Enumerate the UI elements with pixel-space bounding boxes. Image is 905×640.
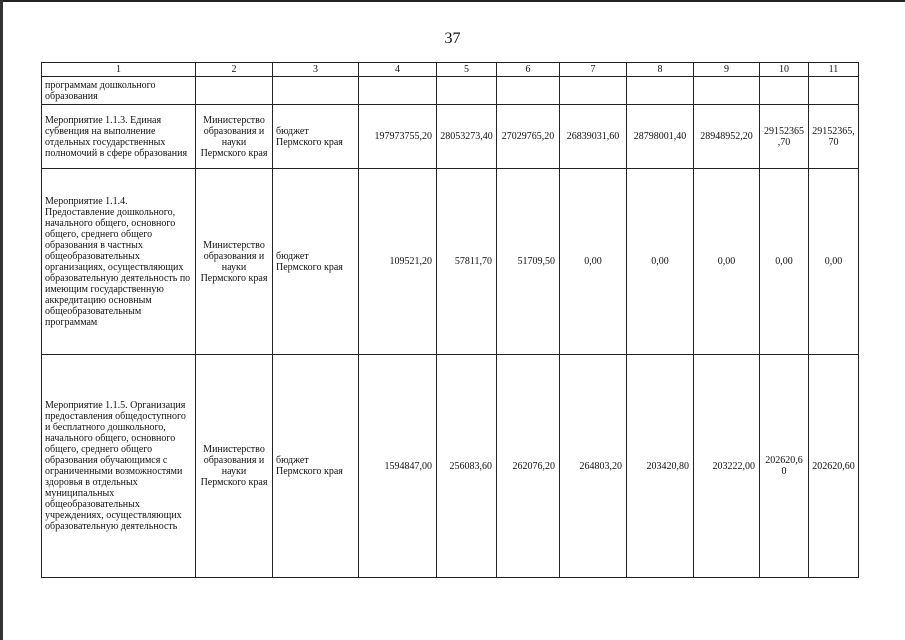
executor-cell: Министерство образования и науки Пермского края xyxy=(196,355,273,578)
funding-source-cell: бюджет Пермского края xyxy=(273,355,359,578)
program-table xyxy=(41,62,859,578)
value-cell: 57811,70 xyxy=(437,169,497,355)
column-header: 2 xyxy=(196,63,273,77)
activity-description: программам дошкольного образования xyxy=(42,77,196,105)
funding-source-cell xyxy=(273,77,359,105)
column-header: 5 xyxy=(437,63,497,77)
activity-description: Мероприятие 1.1.4. Предоставление дошкольного, начального общего, основного общего, среднего общего образования в частных общеобразовательных организациях, осуществляющих образовательную деятельность по имеющим государственную аккредитацию основным общеобразовательным программам xyxy=(42,169,196,355)
value-cell: 29152365,70 xyxy=(809,105,859,169)
value-cell xyxy=(497,77,560,105)
value-cell: 51709,50 xyxy=(497,169,560,355)
value-cell: 27029765,20 xyxy=(497,105,560,169)
column-header: 8 xyxy=(627,63,694,77)
table-row xyxy=(42,169,859,355)
value-cell: 1594847,00 xyxy=(359,355,437,578)
value-cell: 0,00 xyxy=(560,169,627,355)
value-cell: 0,00 xyxy=(627,169,694,355)
value-cell: 264803,20 xyxy=(560,355,627,578)
value-cell: 28798001,40 xyxy=(627,105,694,169)
value-cell xyxy=(627,77,694,105)
executor-cell: Министерство образования и науки Пермского края xyxy=(196,105,273,169)
value-cell: 262076,20 xyxy=(497,355,560,578)
column-header: 9 xyxy=(694,63,760,77)
funding-source-cell: бюджет Пермского края xyxy=(273,105,359,169)
value-cell: 202620,60 xyxy=(760,355,809,578)
table-row xyxy=(42,355,859,578)
table-header-row xyxy=(42,63,859,77)
value-cell: 256083,60 xyxy=(437,355,497,578)
column-header: 1 xyxy=(42,63,196,77)
activity-description: Мероприятие 1.1.3. Единая субвенция на выполнение отдельных государственных полномочий в сфере образования xyxy=(42,105,196,169)
value-cell: 203222,00 xyxy=(694,355,760,578)
value-cell: 109521,20 xyxy=(359,169,437,355)
page-number: 37 xyxy=(444,30,461,47)
column-header: 7 xyxy=(560,63,627,77)
value-cell: 0,00 xyxy=(760,169,809,355)
scan-edge-left xyxy=(0,0,3,640)
value-cell xyxy=(760,77,809,105)
value-cell: 26839031,60 xyxy=(560,105,627,169)
value-cell: 28053273,40 xyxy=(437,105,497,169)
scan-edge-top xyxy=(0,0,905,2)
table-row xyxy=(42,77,859,105)
value-cell xyxy=(694,77,760,105)
column-header: 4 xyxy=(359,63,437,77)
value-cell: 202620,60 xyxy=(809,355,859,578)
column-header: 11 xyxy=(809,63,859,77)
table-row xyxy=(42,105,859,169)
column-header: 6 xyxy=(497,63,560,77)
executor-cell xyxy=(196,77,273,105)
activity-description: Мероприятие 1.1.5. Организация предоставления общедоступного и бесплатного дошкольного, начального общего, основного общего, среднего общего образования обучающимся с ограниченными возможностями здоровья в отдельных муниципальных общеобразовательных учреждениях, осуществляющих образовательную деятельность xyxy=(42,355,196,578)
executor-cell: Министерство образования и науки Пермского края xyxy=(196,169,273,355)
value-cell xyxy=(437,77,497,105)
value-cell: 29152365,70 xyxy=(760,105,809,169)
funding-source-cell: бюджет Пермского края xyxy=(273,169,359,355)
value-cell: 28948952,20 xyxy=(694,105,760,169)
value-cell: 0,00 xyxy=(809,169,859,355)
value-cell: 0,00 xyxy=(694,169,760,355)
value-cell xyxy=(359,77,437,105)
value-cell xyxy=(809,77,859,105)
column-header: 10 xyxy=(760,63,809,77)
value-cell: 203420,80 xyxy=(627,355,694,578)
value-cell: 197973755,20 xyxy=(359,105,437,169)
column-header: 3 xyxy=(273,63,359,77)
value-cell xyxy=(560,77,627,105)
